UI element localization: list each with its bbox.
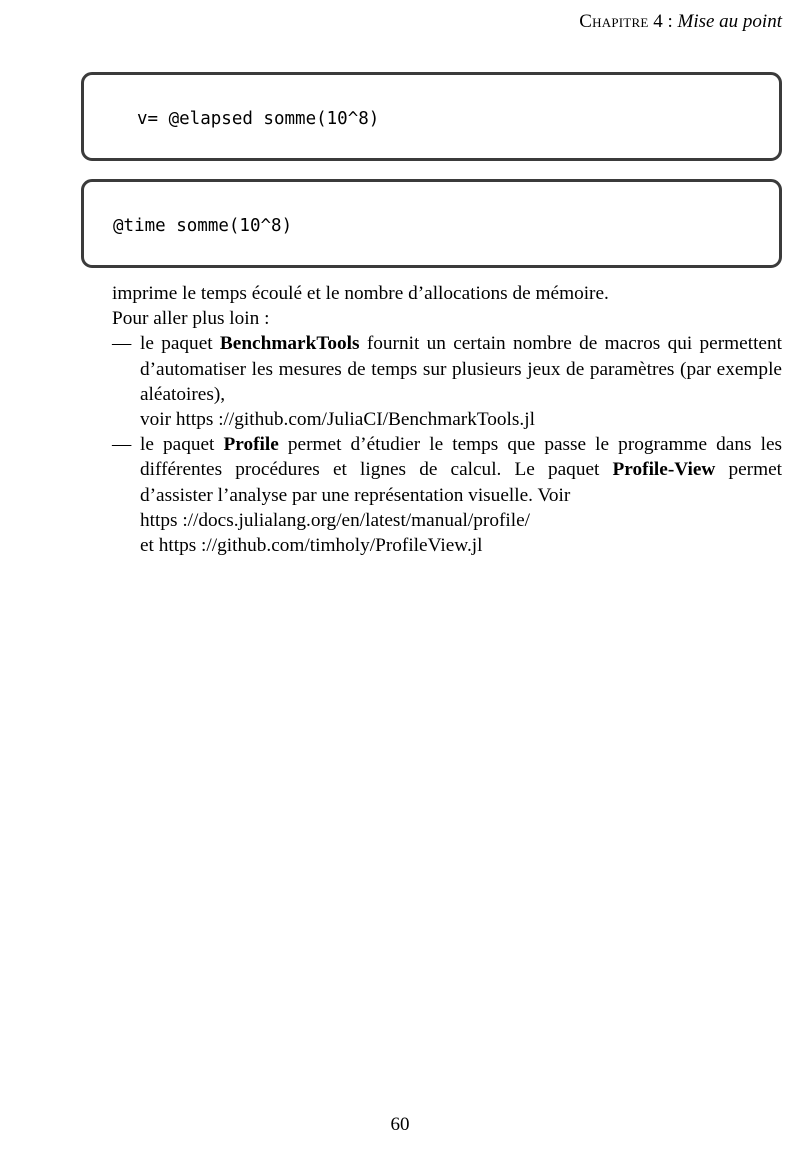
list-item-rest: permet d’étudier le temps que passe le programme dans les différentes procédures et lignes de calcul. Le paquet	[140, 434, 783, 481]
further-reading-list	[112, 331, 782, 558]
package-name-profile: Profile	[223, 434, 279, 456]
list-item	[112, 432, 782, 558]
list-item-rest-2: permet d’assister l’analyse par une représentation visuelle. Voir	[140, 459, 782, 506]
list-item-lead: le paquet	[140, 434, 224, 456]
package-name-benchmarktools: BenchmarkTools	[219, 333, 360, 355]
header-separator: :	[662, 11, 678, 32]
list-item	[112, 331, 782, 432]
header-chapter-title: Mise au point	[677, 11, 782, 32]
list-item-url-line-2: et https ://github.com/timholy/ProfileView.jl	[140, 535, 483, 557]
dash-marker-icon: —	[112, 333, 132, 355]
running-header	[112, 10, 782, 34]
package-name-profileview: Profile-View	[612, 459, 716, 481]
list-item-url-line: https ://docs.julialang.org/en/latest/manual/profile/	[140, 509, 531, 531]
code-block-elapsed	[81, 72, 782, 161]
list-item-rest: fournit un certain nombre de macros qui permettent d’automatiser les mesures de temps sur plusieurs jeux de paramètres (par exemple aléatoires),	[140, 333, 782, 405]
paragraph-pour-aller-plus-loin: Pour aller plus loin :	[112, 308, 270, 330]
code-line: @time somme(10^8)	[113, 216, 293, 236]
paragraph-imprime: imprime le temps écoulé et le nombre d’allocations de mémoire.	[112, 283, 609, 304]
list-item-url-line: voir https ://github.com/JuliaCI/BenchmarkTools.jl	[140, 409, 535, 431]
header-chapter-number: 4	[653, 11, 663, 32]
header-chapter-word: Chapitre	[579, 11, 649, 32]
body-content	[112, 281, 782, 558]
code-block-time	[81, 179, 782, 268]
list-item-lead: le paquet	[140, 333, 220, 355]
page-number: 60	[390, 1114, 410, 1135]
dash-marker-icon: —	[112, 434, 132, 456]
code-line: v= @elapsed somme(10^8)	[137, 109, 380, 129]
